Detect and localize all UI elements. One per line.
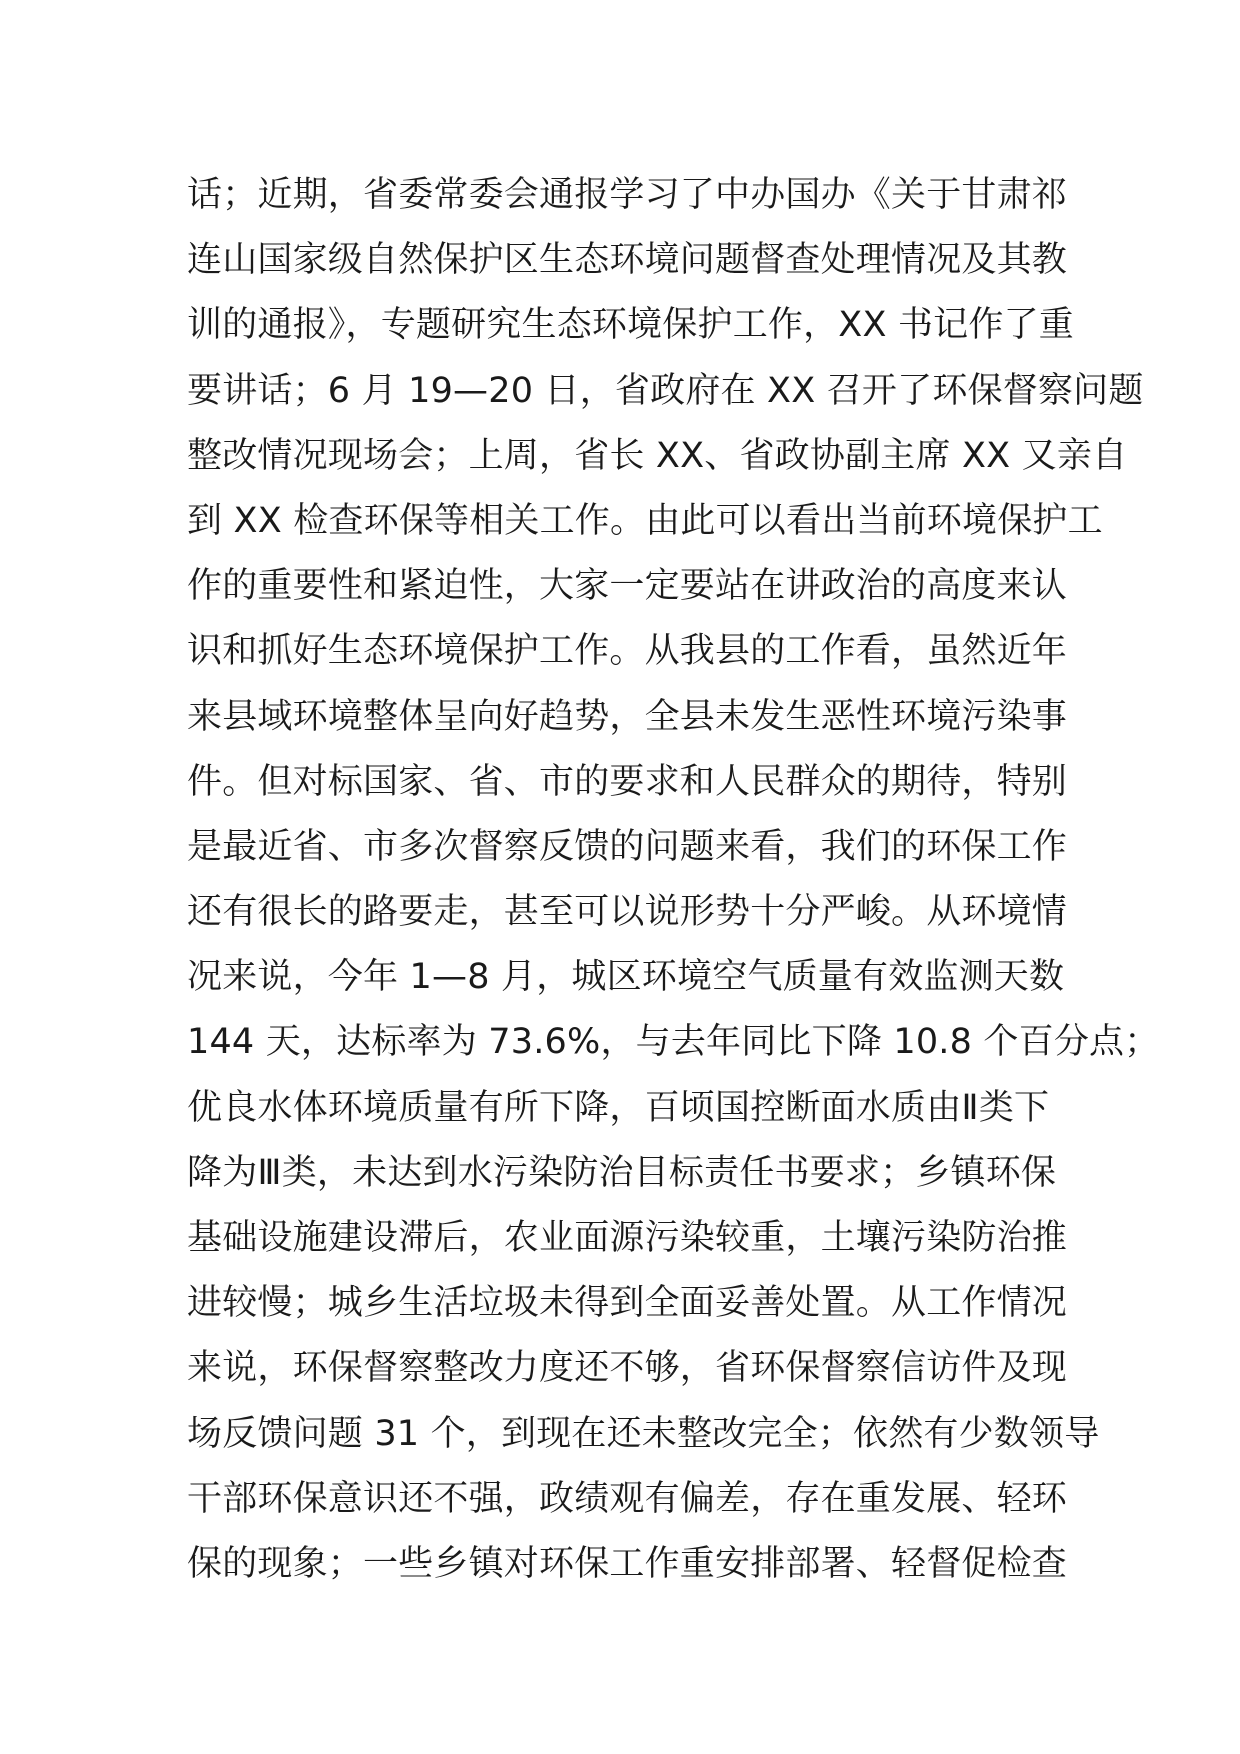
- text-line: 是最近省、市多次督察反馈的问题来看，我们的环保工作: [187, 826, 1068, 867]
- text-line: 整改情况现场会；上周，省长 XX、省政协副主席 XX 又亲自: [187, 435, 1128, 476]
- text-line: 场反馈问题 31 个，到现在还未整改完全；依然有少数领导: [187, 1413, 1100, 1454]
- text-line: 件。但对标国家、省、市的要求和人民群众的期待，特别: [187, 761, 1068, 802]
- text-line: 到 XX 检查环保等相关工作。由此可以看出当前环境保护工: [187, 500, 1103, 541]
- text-line: 降为Ⅲ类，未达到水污染防治目标责任书要求；乡镇环保: [187, 1152, 1057, 1193]
- text-line: 进较慢；城乡生活垃圾未得到全面妥善处置。从工作情况: [187, 1283, 1068, 1324]
- text-line: 还有很长的路要走，甚至可以说形势十分严峻。从环境情: [187, 892, 1068, 933]
- text-line: 训的通报》，专题研究生态环境保护工作，XX 书记作了重: [187, 305, 1074, 346]
- text-line: 干部环保意识还不强，政绩观有偏差，存在重发展、轻环: [187, 1478, 1068, 1519]
- text-line: 来县域环境整体呈向好趋势，全县未发生恶性环境污染事: [187, 696, 1068, 737]
- text-line: 要讲话；6 月 19—20 日，省政府在 XX 召开了环保督察问题: [187, 370, 1144, 411]
- text-line: 连山国家级自然保护区生态环境问题督查处理情况及其教: [187, 240, 1068, 281]
- text-line: 保的现象；一些乡镇对环保工作重安排部署、轻督促检查: [187, 1543, 1068, 1584]
- text-line: 识和抓好生态环境保护工作。从我县的工作看，虽然近年: [187, 631, 1068, 672]
- text-line: 作的重要性和紧迫性，大家一定要站在讲政治的高度来认: [187, 566, 1068, 607]
- text-line: 优良水体环境质量有所下降，百顷国控断面水质由Ⅱ类下: [187, 1087, 1050, 1128]
- text-line: 话；近期，省委常委会通报学习了中办国办《关于甘肃祁: [187, 175, 1068, 215]
- text-line: 144 天，达标率为 73.6%，与去年同比下降 10.8 个百分点；: [187, 1022, 1160, 1063]
- body-paragraph: [187, 163, 1160, 1597]
- text-line: 来说，环保督察整改力度还不够，省环保督察信访件及现: [187, 1348, 1068, 1389]
- text-line: 基础设施建设滞后，农业面源污染较重，土壤污染防治推: [187, 1218, 1068, 1258]
- text-line: 况来说，今年 1—8 月，城区环境空气质量有效监测天数: [187, 957, 1065, 998]
